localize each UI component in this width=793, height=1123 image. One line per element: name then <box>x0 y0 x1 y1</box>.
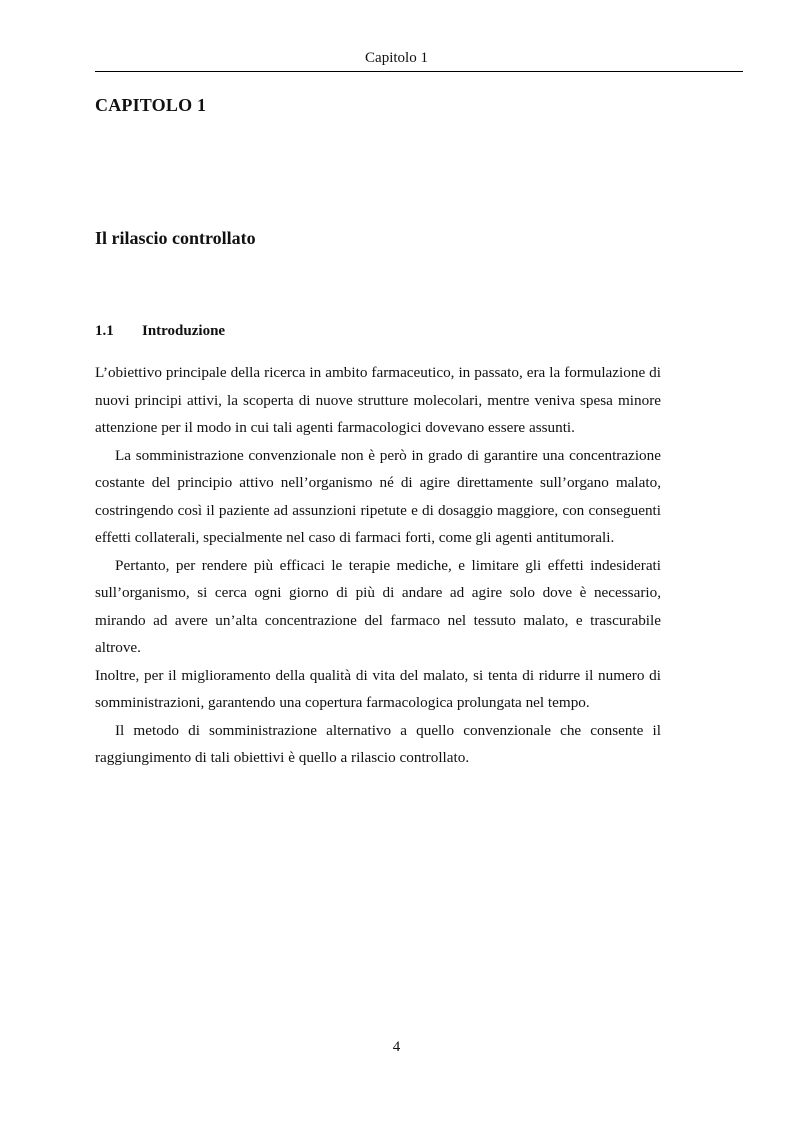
paragraph: Inoltre, per il miglioramento della qualità di vita del malato, si tenta di ridurre il numero di somministrazioni, garantendo una copertura farmacologica prolungata nel tempo. <box>95 666 661 711</box>
chapter-title: Il rilascio controllato <box>95 228 256 248</box>
chapter-label: CAPITOLO 1 <box>95 95 207 115</box>
page-number: 4 <box>392 1039 401 1055</box>
section-title: Introduzione <box>142 323 226 339</box>
section-heading <box>95 322 225 340</box>
section-number: 1.1 <box>95 323 114 339</box>
body-text <box>95 359 661 772</box>
paragraph: Pertanto, per rendere più efficaci le terapie mediche, e limitare gli effetti indesiderati sull’organismo, si cerca ogni giorno di più di andare ad agire solo dove è necessario, mirando ad avere un’alta concentrazione del farmaco nel tessuto malato, e trascurabile altrove. <box>95 556 661 656</box>
paragraph: Il metodo di somministrazione alternativo a quello convenzionale che consente il raggiungimento di tali obiettivi è quello a rilascio controllato. <box>95 721 661 766</box>
paragraph: L’obiettivo principale della ricerca in ambito farmaceutico, in passato, era la formulazione di nuovi principi attivi, la scoperta di nuove strutture molecolari, mentre veniva spesa minore attenzione per il modo in cui tali agenti farmacologici dovevano essere assunti. <box>95 364 661 436</box>
running-header: Capitolo 1 <box>365 50 428 66</box>
paragraph: La somministrazione convenzionale non è però in grado di garantire una concentrazione costante del principio attivo nell’organismo né di agire direttamente sull’organo malato, costringendo così il paziente ad assunzioni ripetute e di dosaggio maggiore, con conseguenti effetti collaterali, specialmente nel caso di farmaci forti, come gli agenti antitumorali. <box>95 446 661 546</box>
header-divider <box>95 71 743 72</box>
